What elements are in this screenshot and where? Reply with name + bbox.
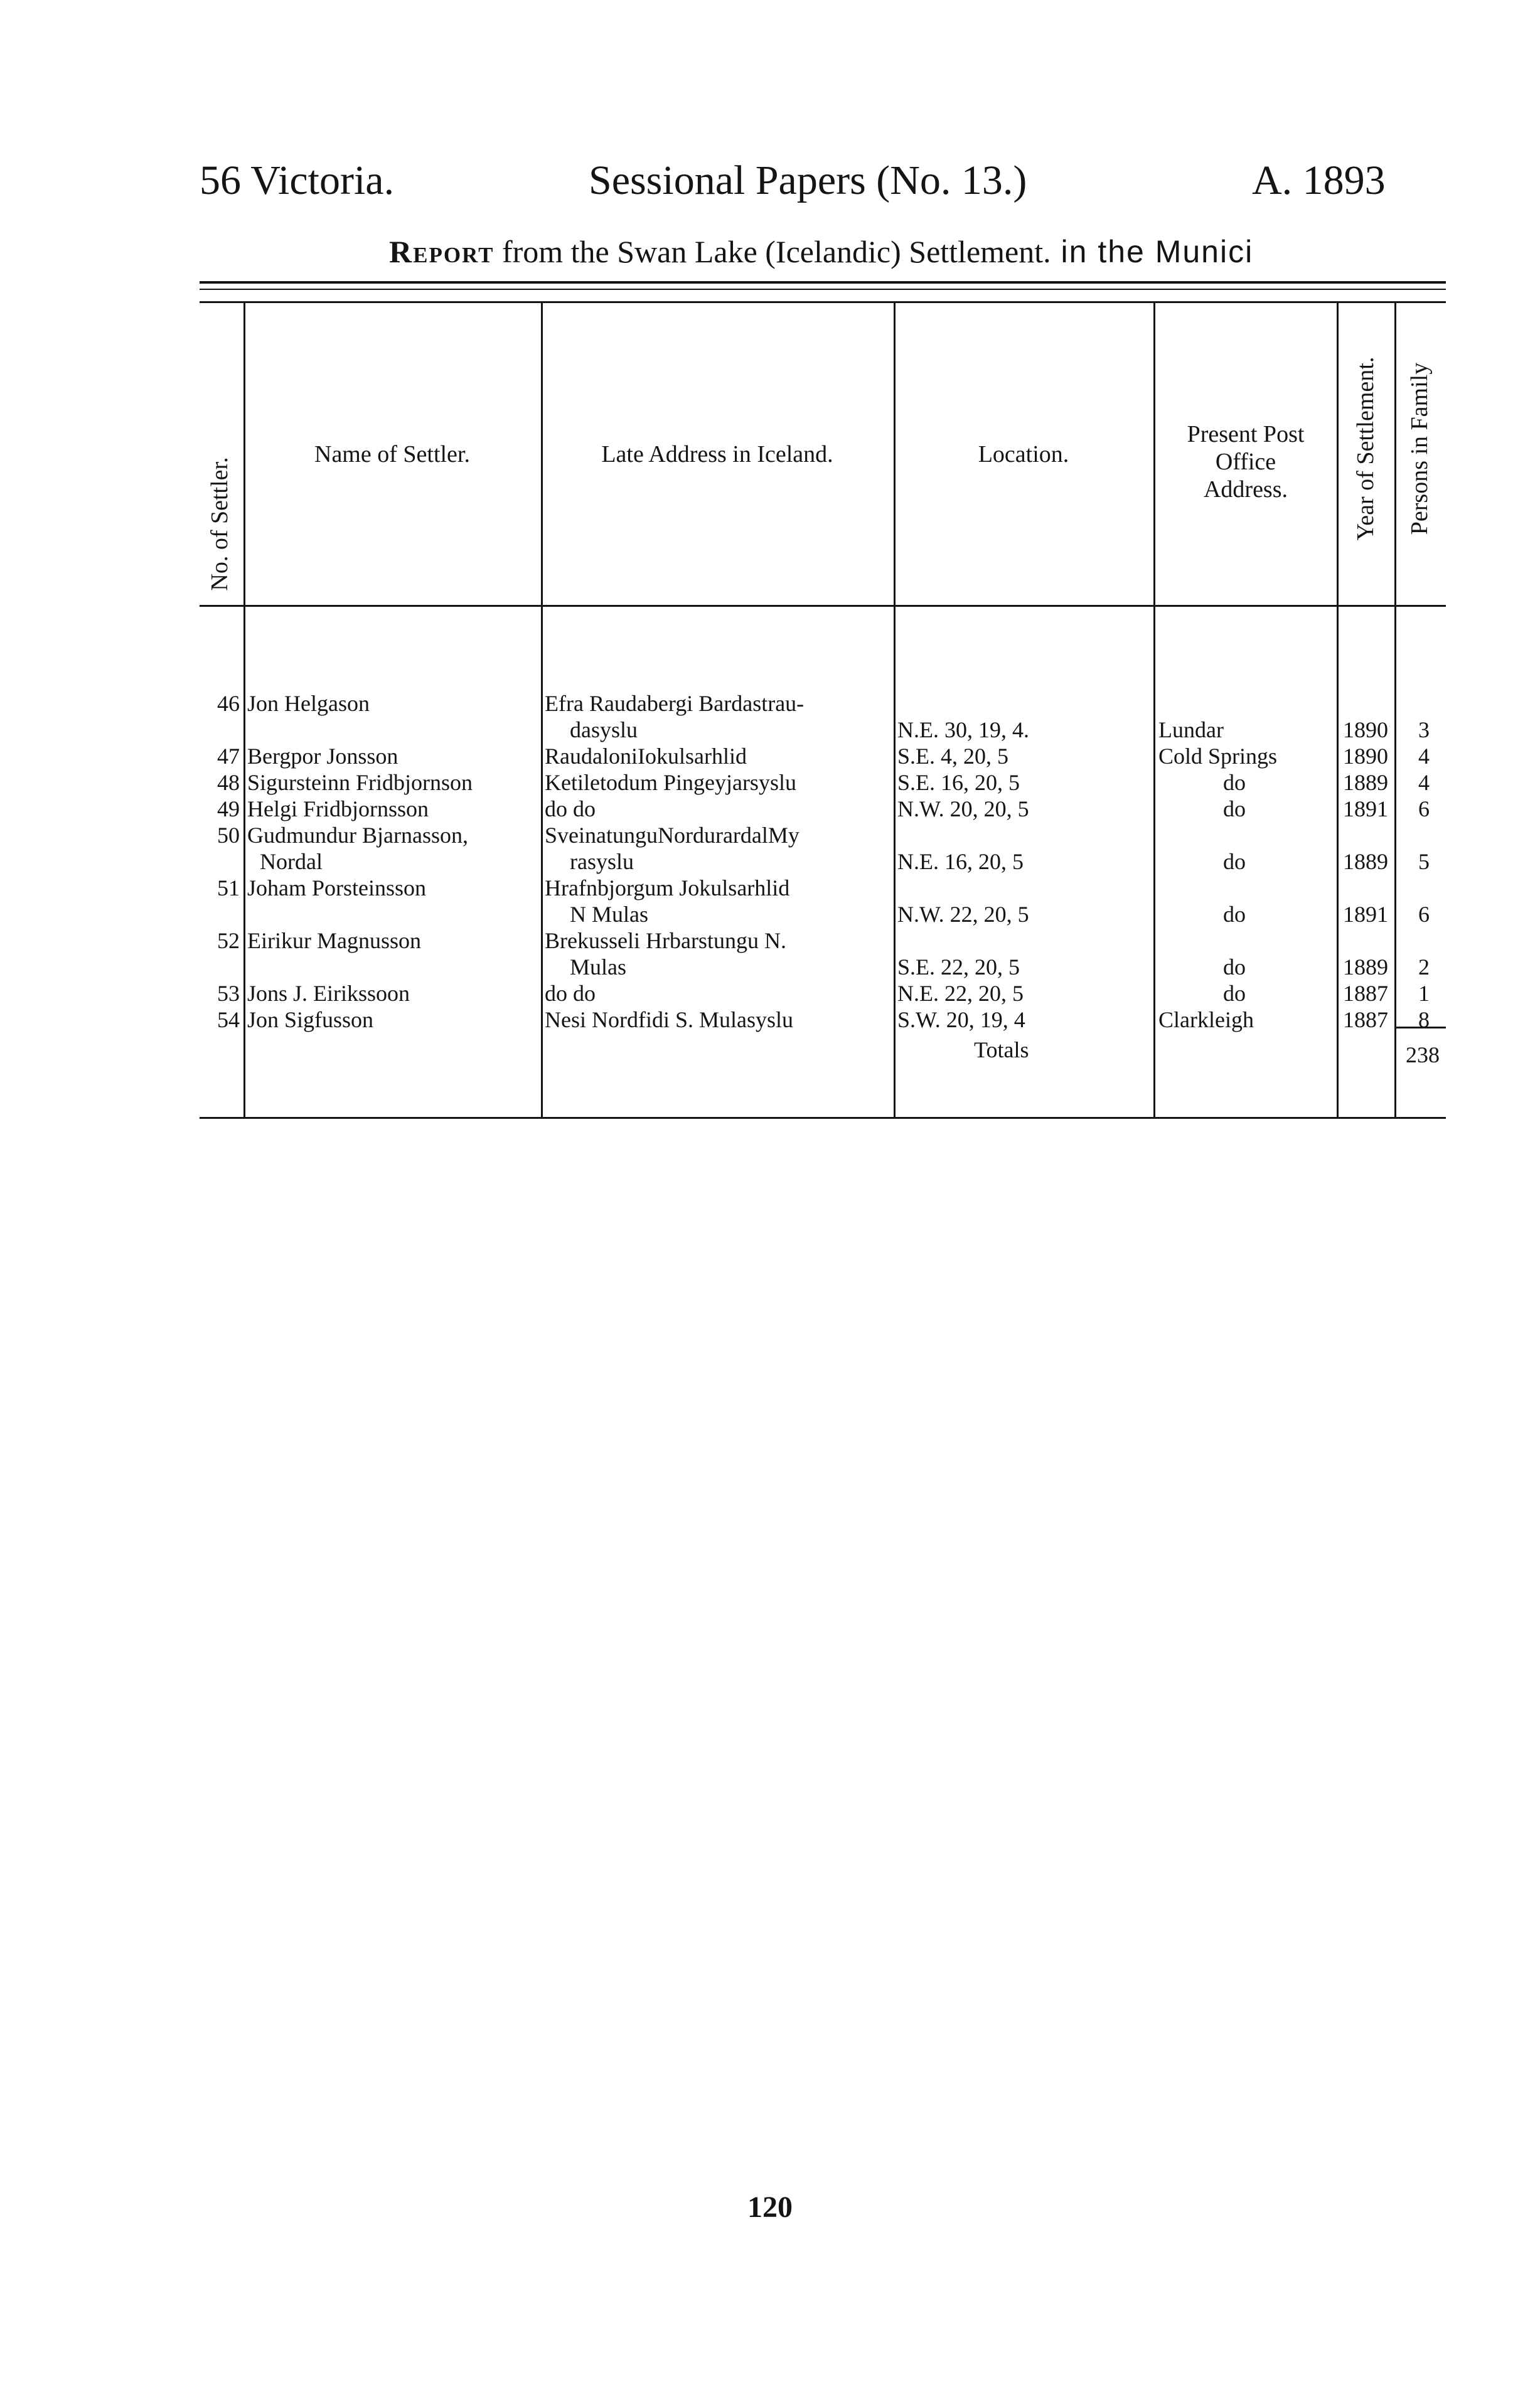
table-bottom-rule (200, 1117, 1446, 1119)
late-address: Hrafnbjorgum Jokulsarhlid (545, 875, 790, 900)
late-address: do do (545, 981, 596, 1006)
report-title-lead: Report (389, 234, 495, 269)
report-title (389, 233, 1253, 270)
year-of-settlement: 1887 (1343, 1007, 1388, 1032)
settler-name: Jons J. Eirikssoon (247, 981, 410, 1006)
report-title-tail: in the Munici (1051, 234, 1254, 269)
settler-name: Eirikur Magnusson (247, 928, 421, 953)
column-divider-6 (1394, 301, 1396, 1117)
persons-in-family: 2 (1418, 954, 1430, 980)
late-address: Efra Raudabergi Bardastrau- (545, 691, 805, 716)
location: N.E. 22, 20, 5 (897, 981, 1024, 1006)
header-year-of-settlement: Year of Settlement. (1352, 356, 1379, 541)
top-double-rule-1 (200, 281, 1446, 284)
late-address: Ketiletodum Pingeyjarsyslu (545, 770, 796, 795)
post-office-address: do (1223, 770, 1246, 795)
post-office-address: Lundar (1158, 717, 1224, 742)
page-number: 120 (747, 2191, 793, 2224)
location: N.W. 22, 20, 5 (897, 902, 1029, 927)
location: S.E. 16, 20, 5 (897, 770, 1020, 795)
settler-number: 49 (217, 796, 240, 821)
persons-in-family: 6 (1418, 796, 1430, 821)
late-address: Brekusseli Hrbarstungu N. (545, 928, 786, 953)
year-of-settlement: 1890 (1343, 744, 1388, 769)
late-address: N Mulas (570, 902, 648, 927)
settler-name: Gudmundur Bjarnasson, (247, 823, 468, 848)
top-double-rule-2 (200, 289, 1446, 290)
post-office-address: do (1223, 849, 1246, 874)
year-of-settlement: 1890 (1343, 717, 1388, 742)
settler-number: 51 (217, 875, 240, 900)
post-office-address: do (1223, 902, 1246, 927)
year-of-settlement: 1891 (1343, 796, 1388, 821)
settler-number: 48 (217, 770, 240, 795)
year-of-settlement: 1891 (1343, 902, 1388, 927)
settler-name: Joham Porsteinsson (247, 875, 427, 900)
column-divider-3 (894, 301, 896, 1117)
header-late-address: Late Address in Iceland. (601, 441, 833, 467)
location: N.E. 30, 19, 4. (897, 717, 1029, 742)
settler-number: 46 (217, 691, 240, 716)
header-post-office: Present Post Office Address. (1187, 421, 1305, 503)
late-address: Nesi Nordfidi S. Mulasyslu (545, 1007, 793, 1032)
settler-name: Nordal (260, 849, 323, 874)
post-office-address: do (1223, 796, 1246, 821)
persons-in-family: 4 (1418, 744, 1430, 769)
year-of-settlement: 1887 (1343, 981, 1388, 1006)
settler-number: 54 (217, 1007, 240, 1032)
header-location: Location. (978, 441, 1069, 467)
top-rule-3 (200, 301, 1446, 303)
settler-number: 50 (217, 823, 240, 848)
late-address: dasyslu (570, 717, 638, 742)
settler-name: Bergpor Jonsson (247, 744, 398, 769)
header-settler-name: Name of Settler. (314, 441, 470, 467)
totals-label: Totals (974, 1037, 1029, 1062)
late-address: rasyslu (570, 849, 634, 874)
post-office-address: Cold Springs (1158, 744, 1278, 769)
year-of-settlement: 1889 (1343, 849, 1388, 874)
settler-number: 47 (217, 744, 240, 769)
year-label: A. 1893 (1252, 158, 1386, 203)
persons-in-family: 4 (1418, 770, 1430, 795)
post-office-address: do (1223, 981, 1246, 1006)
late-address: Mulas (570, 954, 626, 980)
settler-name: Sigursteinn Fridbjornson (247, 770, 473, 795)
location: S.W. 20, 19, 4 (897, 1007, 1025, 1032)
location: S.E. 4, 20, 5 (897, 744, 1009, 769)
totals-persons: 238 (1406, 1042, 1440, 1067)
persons-in-family: 5 (1418, 849, 1430, 874)
persons-in-family: 3 (1418, 717, 1430, 742)
report-title-main: from the Swan Lake (Icelandic) Settlement. (494, 234, 1051, 269)
persons-in-family: 8 (1418, 1007, 1430, 1032)
post-office-address: Clarkleigh (1158, 1007, 1254, 1032)
column-divider-2 (541, 301, 543, 1117)
settler-number: 53 (217, 981, 240, 1006)
persons-in-family: 1 (1418, 981, 1430, 1006)
late-address: SveinatunguNordurardalMy (545, 823, 799, 848)
year-of-settlement: 1889 (1343, 954, 1388, 980)
year-of-settlement: 1889 (1343, 770, 1388, 795)
late-address: RaudaloniIokulsarhlid (545, 744, 747, 769)
settler-name: Jon Helgason (247, 691, 370, 716)
sessional-papers-label: Sessional Papers (No. 13.) (589, 158, 1027, 203)
location: N.E. 16, 20, 5 (897, 849, 1024, 874)
post-office-address: do (1223, 954, 1246, 980)
settler-name: Jon Sigfusson (247, 1007, 374, 1032)
column-divider-1 (243, 301, 245, 1117)
header-settler-number: No. of Settler. (206, 457, 233, 591)
settler-name: Helgi Fridbjornsson (247, 796, 429, 821)
late-address: do do (545, 796, 596, 821)
persons-in-family: 6 (1418, 902, 1430, 927)
location: S.E. 22, 20, 5 (897, 954, 1020, 980)
column-divider-4 (1153, 301, 1155, 1117)
header-persons-in-family: Persons in Family (1406, 362, 1433, 535)
location: N.W. 20, 20, 5 (897, 796, 1029, 821)
settler-number: 52 (217, 928, 240, 953)
volume-label: 56 Victoria. (200, 158, 395, 203)
running-header (0, 157, 1540, 213)
header-bottom-rule (200, 605, 1446, 607)
